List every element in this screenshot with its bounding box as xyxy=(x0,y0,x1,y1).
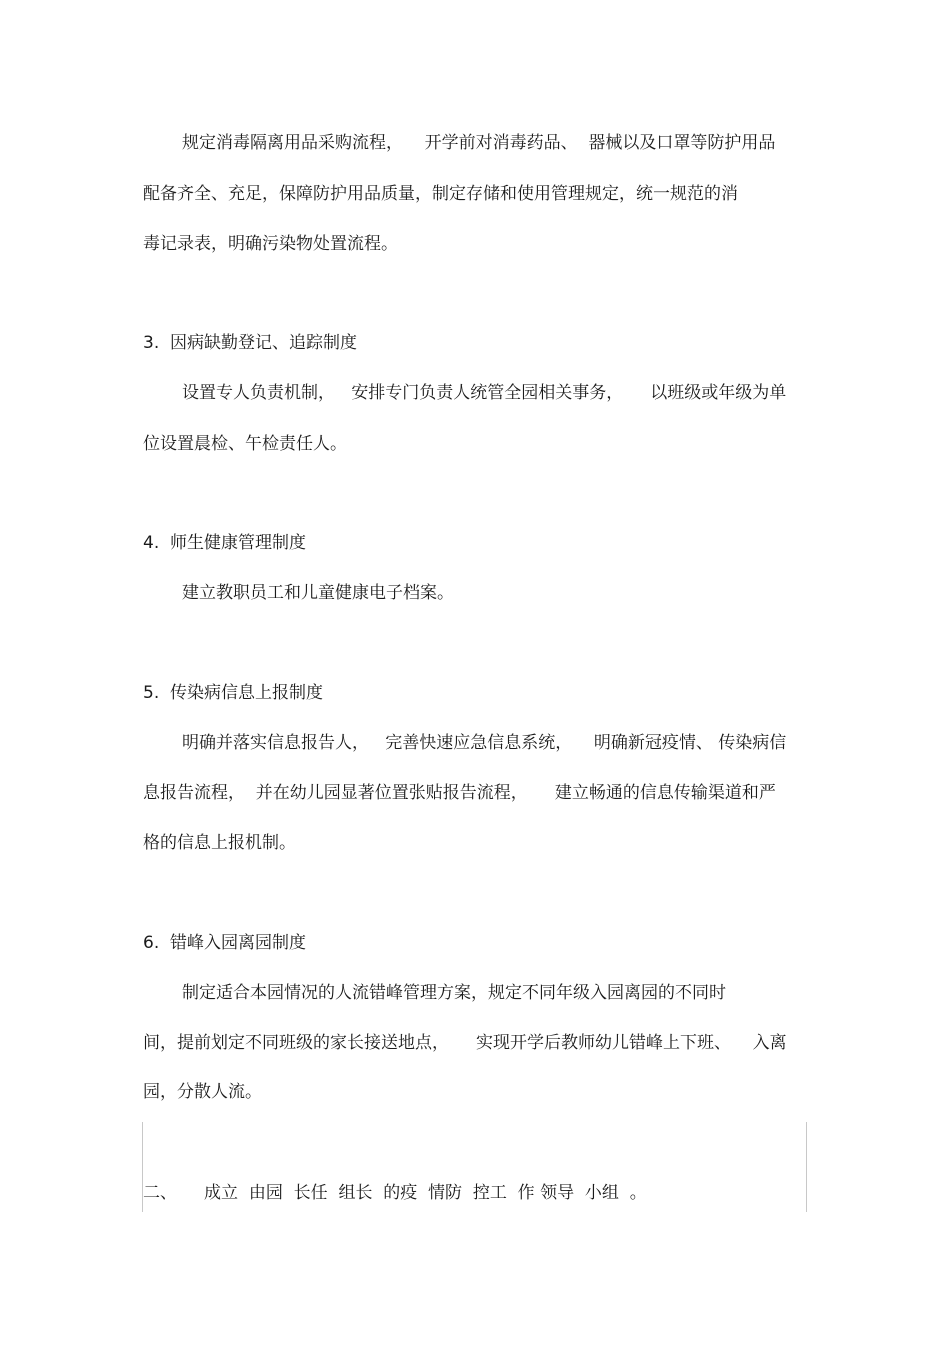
section6-line1: 制定适合本园情况的人流错峰管理方案，规定不同年级入园离园的不同时 xyxy=(182,983,726,1003)
section5-heading: 5. 传染病信息上报制度 xyxy=(143,683,324,703)
section4-line1: 建立教职员工和儿童健康电子档案。 xyxy=(182,583,454,603)
section6-heading: 6. 错峰入园离园制度 xyxy=(143,933,307,953)
para1-line2: 配备齐全、充足，保障防护用品质量，制定存储和使用管理规定，统一规范的消 xyxy=(143,184,738,204)
section3-line2: 位设置晨检、午检责任人。 xyxy=(143,434,347,454)
section5-line2: 息报告流程， 并在幼儿园显著位置张贴报告流程， 建立畅通的信息传输渠道和严 xyxy=(143,783,776,803)
section5-line1: 明确并落实信息报告人， 完善快速应急信息系统， 明确新冠疫情、 传染病信 xyxy=(182,733,787,753)
section3-line1: 设置专人负责机制， 安排专门负责人统管全园相关事务， 以班级或年级为单 xyxy=(182,383,787,403)
section6-line3: 园，分散人流。 xyxy=(143,1082,262,1102)
section-two-heading: 二、 成立 由园 长任 组长 的疫 情防 控工 作 领导 小组 。 xyxy=(143,1183,647,1203)
section5-line3: 格的信息上报机制。 xyxy=(143,833,296,853)
section6-line2: 间，提前划定不同班级的家长接送地点， 实现开学后教师幼儿错峰上下班、 入离 xyxy=(143,1033,787,1053)
section3-heading: 3. 因病缺勤登记、追踪制度 xyxy=(143,333,358,353)
para1-line3: 毒记录表，明确污染物处置流程。 xyxy=(143,234,398,254)
box-right-border xyxy=(806,1122,807,1212)
para1-line1: 规定消毒隔离用品采购流程， 开学前对消毒药品、 器械以及口罩等防护用品 xyxy=(182,133,776,153)
section4-heading: 4. 师生健康管理制度 xyxy=(143,533,307,553)
